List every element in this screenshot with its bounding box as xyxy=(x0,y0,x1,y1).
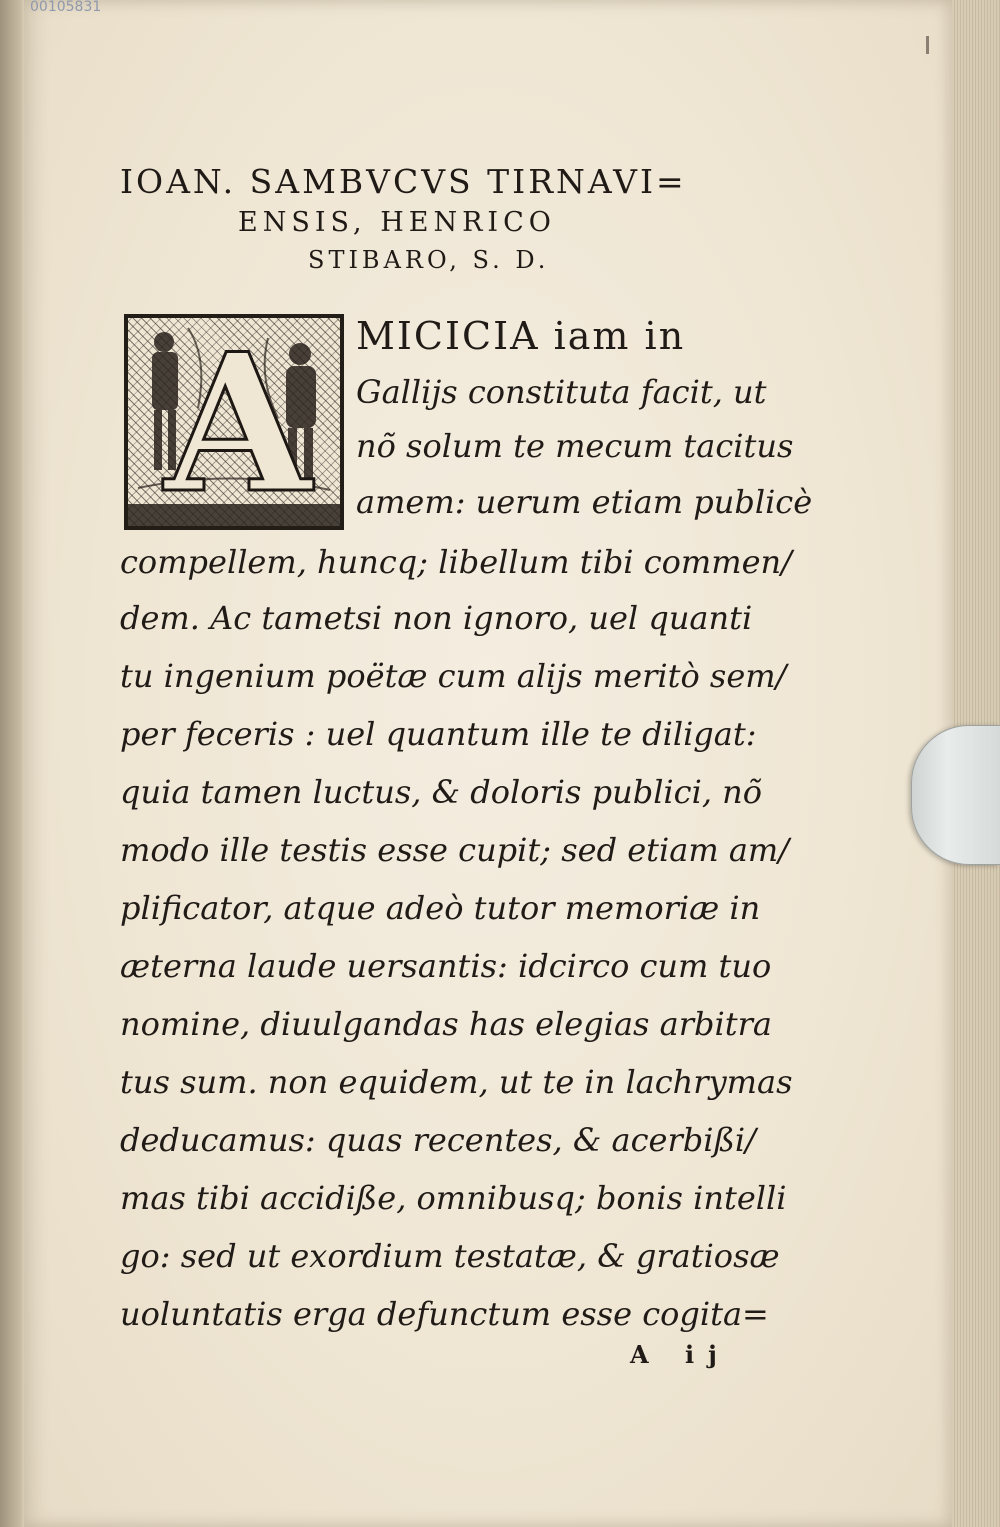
text-line-4: amem: uerum etiam publicè xyxy=(356,483,813,521)
text-line-9: quia tamen luctus, & doloris publici, nõ xyxy=(120,773,763,811)
scan-id-strip: 00105831 xyxy=(30,0,102,14)
text-line-10: modo ille testis esse cupit; sed etiam am/ xyxy=(120,831,790,869)
book-spine-edge xyxy=(0,0,22,1527)
dedication-heading xyxy=(120,160,820,278)
signature-mark: A ij xyxy=(630,1340,731,1369)
woodcut-initial xyxy=(124,314,344,530)
text-line-17: go: sed ut exordium testatæ, & gratiosæ xyxy=(120,1237,780,1275)
text-line-14: tus sum. non equidem, ut te in lachrymas xyxy=(120,1063,793,1101)
text-line-13: nomine, diuulgandas has elegias arbitra xyxy=(120,1005,772,1043)
text-line-11: plificator, atque adeò tutor memoriæ in xyxy=(120,889,761,927)
text-line-8: per feceris : uel quantum ille te diligat: xyxy=(120,715,757,753)
text-line-16: mas tibi accidiße, omnibusq; bonis intelli xyxy=(120,1179,787,1217)
page-clip xyxy=(911,725,1000,865)
text-line-1: MICICIA iam in xyxy=(356,314,686,358)
heading-line-1: IOAN. SAMBVCVS TIRNAVI= xyxy=(120,162,687,201)
heading-line-2: ENSIS, HENRICO xyxy=(238,207,556,238)
text-line-6: dem. Ac tametsi non ignoro, uel quanti xyxy=(120,599,753,637)
text-line-18: uoluntatis erga defunctum esse cogita= xyxy=(120,1295,769,1333)
text-line-5: compellem, huncq; libellum tibi commen/ xyxy=(120,543,792,581)
text-line-2: Gallijs constituta facit, ut xyxy=(356,373,767,411)
page-edge-mark xyxy=(926,36,929,54)
book-page xyxy=(24,0,952,1527)
text-line-15: deducamus: quas recentes, & acerbißi/ xyxy=(120,1121,756,1159)
text-line-12: æterna laude uersantis: idcirco cum tuo xyxy=(120,947,772,985)
text-line-7: tu ingenium poëtæ cum alijs meritò sem/ xyxy=(120,657,787,695)
initial-letter: A xyxy=(164,314,312,530)
heading-line-3: STIBARO, S. D. xyxy=(308,246,550,274)
text-line-3: nõ solum te mecum tacitus xyxy=(356,427,794,465)
